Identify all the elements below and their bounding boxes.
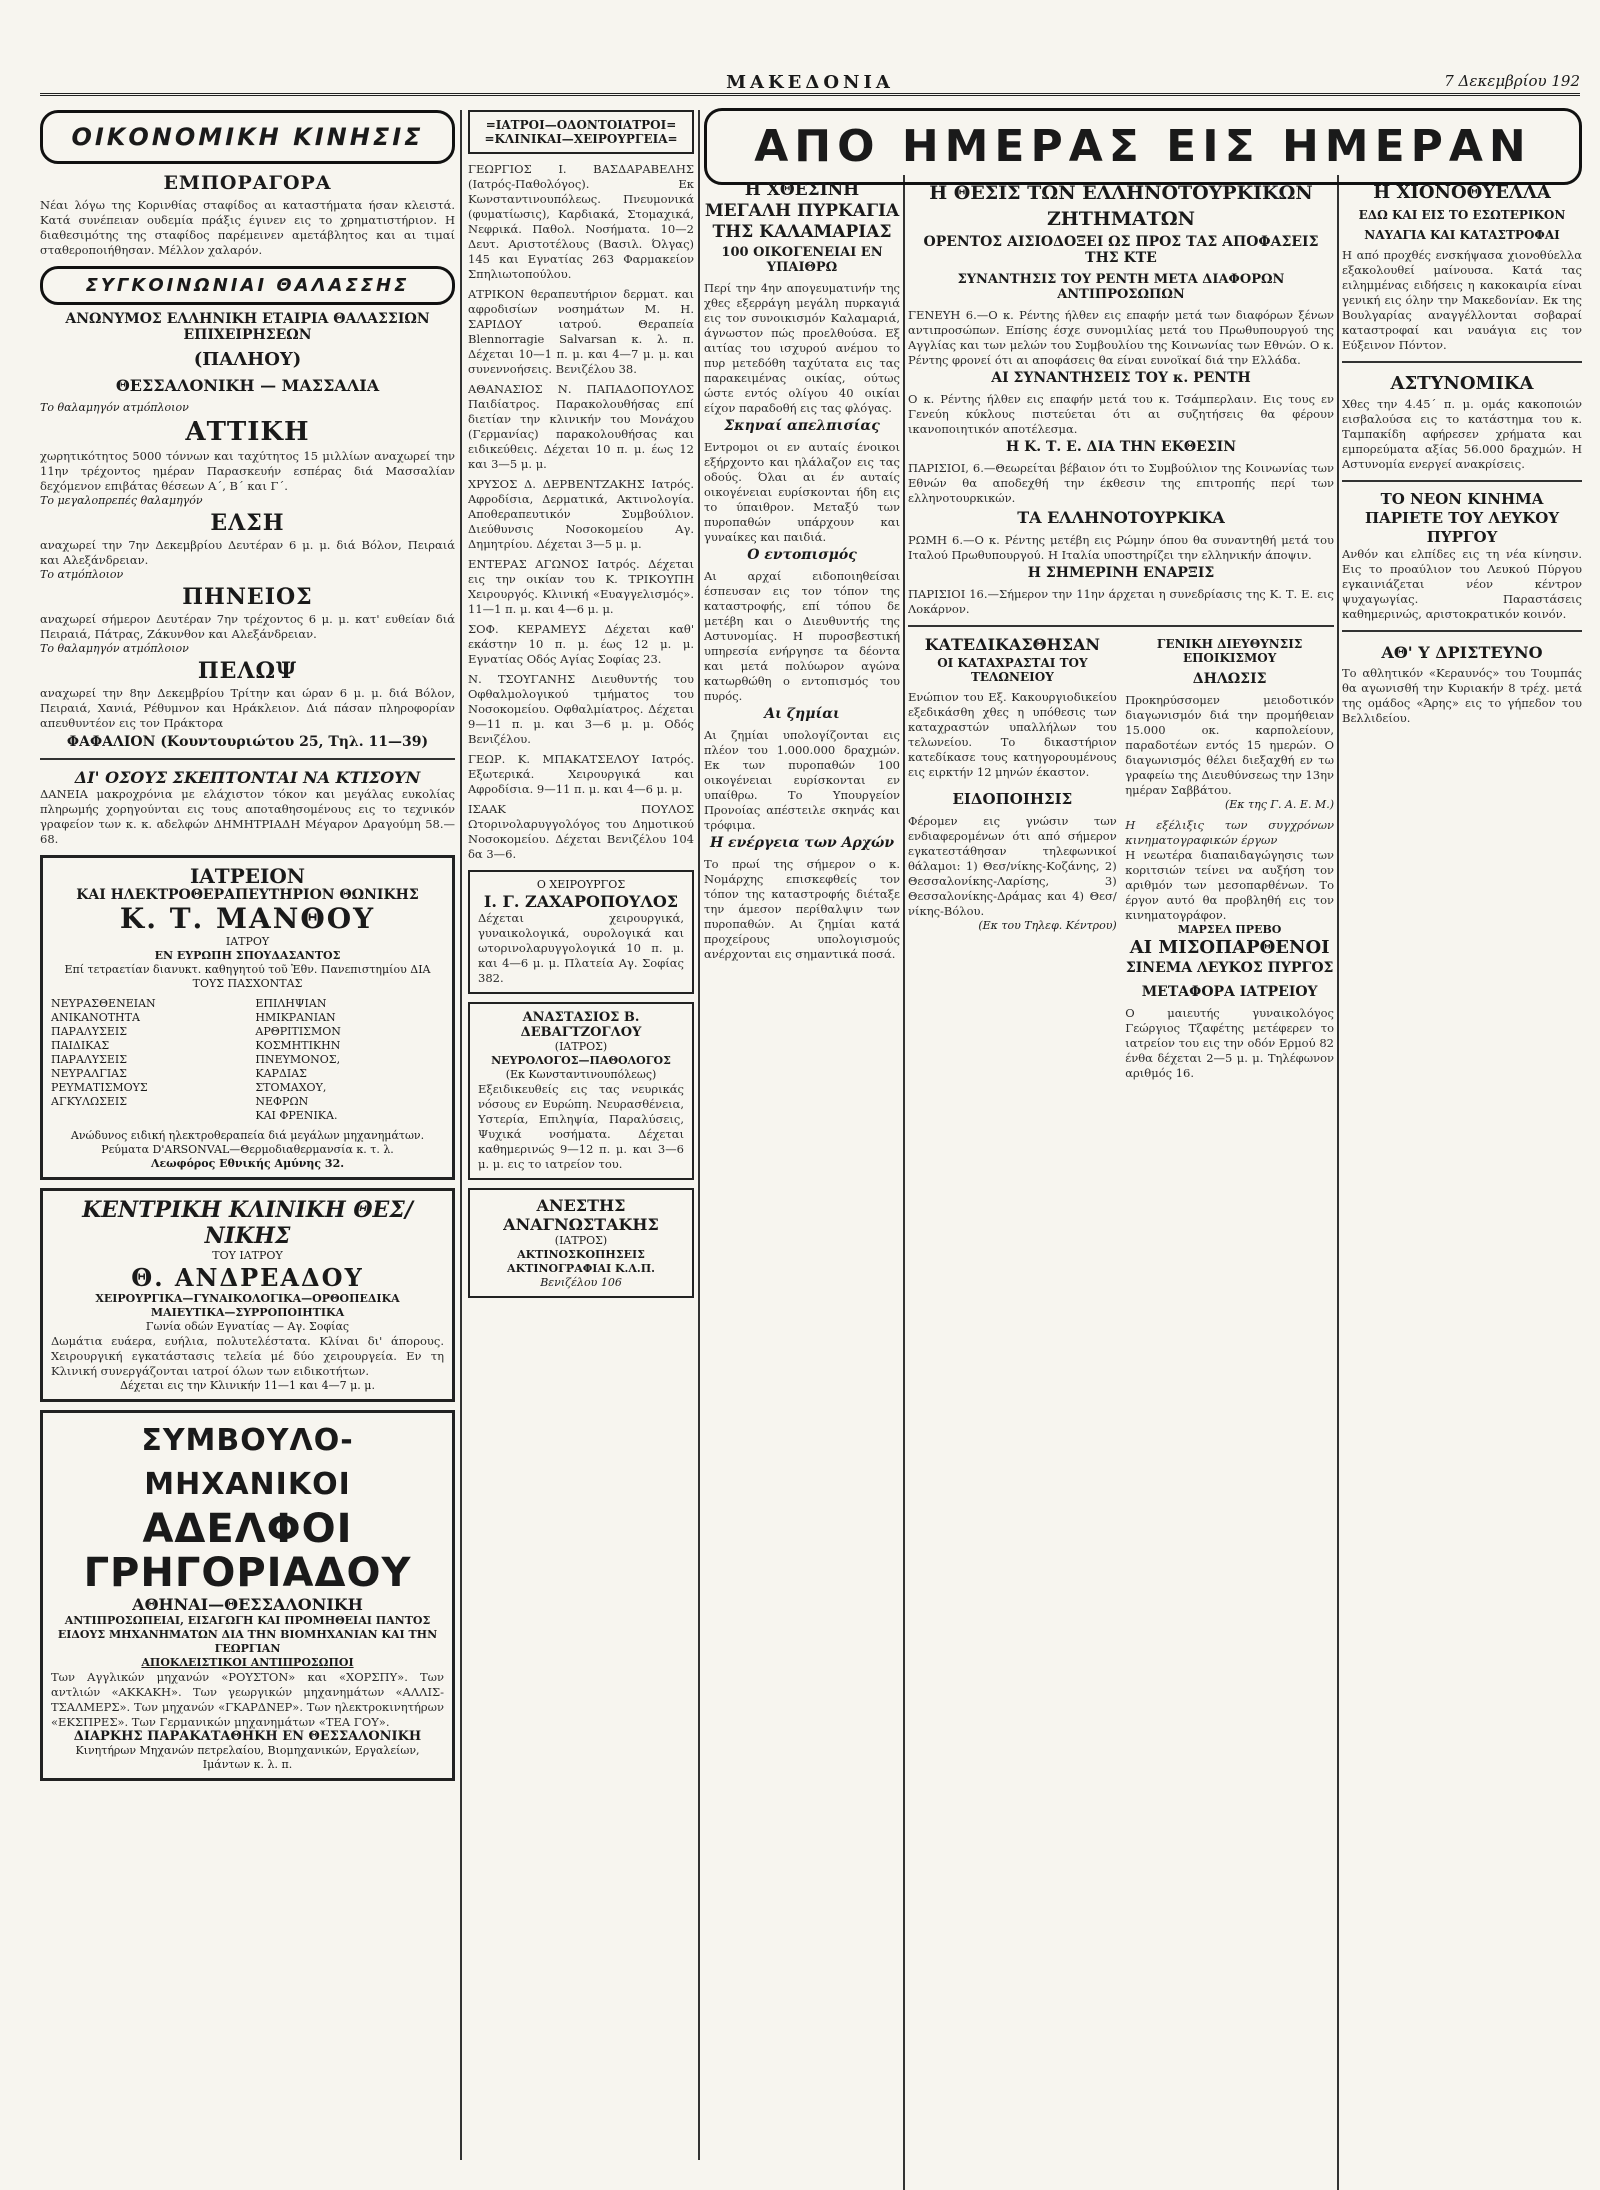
clinic-subtitle: ΚΑΙ ΗΛΕΚΤΡΟΘΕΡΑΠΕΥΤΗΡΙΟΝ ΘΩΝΙΚΗΣ [76, 887, 419, 903]
police-title: ΑΣΤΥΝΟΜΙΚΑ [1390, 373, 1534, 394]
gt-sub-kte: Η Κ. Τ. Ε. ΔΙΑ ΤΗΝ ΕΚΘΕΣΙΝ [1005, 439, 1236, 455]
cinema-intro: Η εξέλιξις των συγχρόνων κινηματογραφικών έργων [1125, 818, 1334, 847]
surgeon-text: Δέχεται χειρουργικά, γυναικολογικά, ουρολογικά και ωτορινολαρυγγολογικά 10 π. μ. και 4—6 μ. μ. Πλατεία Αγ. Σοφίας 382. [478, 911, 684, 985]
gt-sub-turkey: ΤΑ ΕΛΛΗΝΟΤΟΥΡΚΙΚΑ [1017, 508, 1225, 527]
loan-text: ΔΑΝΕΙΑ μακροχρόνια με ελάχιστον τόκον και μεγάλας ευκολίας πληρωμής χορηγούνται εις τους αποταθησομένους εις το τεχνικόν γραφείον των κ. κ. αδελφών ΔΗΜΗΤΡΙΑΔΗ Μέγαρον Δραγούμη 58.—68. [40, 787, 455, 846]
engineers-list: Των Αγγλικών μηχανών «ΡΟΥΣΤΟΝ» και «ΧΟΡΣΠΥ». Των αντλιών «ΑΚΚΑΚΗ». Των γεωργικών μηχανημάτων «ΑΛΛΙΣ-ΤΣΑΛΜΕΡΣ». Των μηχανών «ΓΚΑΡΔΝΕΡ». Των ηλεκτροκινητήρων «ΕΚΣΠΡΕΣ». Των Γερμανικών μηχανημάτων «ΤΕΑ ΓΟΥ». [51, 1670, 444, 1729]
engineers-ad [40, 1410, 455, 1781]
gt-text1: ΓΕΝΕΥΗ 6.—Ο κ. Ρέντης ήλθεν εις επαφήν μετά των διαφόρων ξένων αντιπροσώπων. Επίσης έσχε συνομιλίας μετά του Πρωθυπουργού της Αγγλίας και των μελών του Συμβουλίου της Κοινωνίας των Εθνών. Ο κ. Ρέντης φρονεί ότι αι αποφάσεις θα είναι ευνοϊκαί διά την Ελλάδα. [908, 308, 1334, 367]
column-doctors [468, 110, 694, 1306]
list-item: ΑΓΚΥΛΩΣΕΙΣ [51, 1095, 128, 1108]
ship3-name: ΠΗΝΕΙΟΣ [182, 584, 313, 610]
engineers-depot: ΔΙΑΡΚΗΣ ΠΑΡΑΚΑΤΑΘΗΚΗ ΕΝ ΘΕΣΣΑΛΟΝΙΚΗ [73, 1729, 422, 1744]
shipping-agent [40, 734, 455, 750]
economy-banner: ΟΙΚΟΝΟΜΙΚΗ ΚΙΝΗΣΙΣ [40, 110, 455, 164]
list-item: ΚΑΙ ΦΡΕΝΙΚΑ. [255, 1109, 338, 1122]
list-item: ΝΕΥΡΑΛΓΙΑΣ [51, 1067, 127, 1080]
xray-role: (ΙΑΤΡΟΣ) [554, 1234, 608, 1247]
fire-text5: Το πρωί της σήμερον ο κ. Νομάρχης επισκεφθείς τον τόπον της καταστροφής διέταξε την άμεσον περίθαλψιν των πυροπαθών. Αι ζημίαι κατά προχείρους υπολογισμούς ανέρχονται εις σημαντικά ποσά. [704, 857, 900, 961]
ship1-intro: Το θαλαμηγόν ατμόπλοιον [40, 401, 189, 414]
ship2-name: ΕΛΣΗ [210, 510, 285, 536]
notices-title: ΕΙΔΟΠΟΙΗΣΙΣ [952, 790, 1073, 808]
ship4-text: αναχωρεί την 8ην Δεκεμβρίου Τρίτην και ώραν 6 μ. μ. διά Βόλον, Πειραιά, Χανιά, Ρέθυμνον και Ηράκλειον. Διά πάσαν πληροφορίαν απευθυντέον εις τον Πράκτορα [40, 686, 455, 730]
doctor-entry: ΕΝΤΕΡΑΣ ΑΓΩΝΟΣ Ιατρός. Δέχεται εις την οικίαν του Κ. ΤΡΙΚΟΥΠΗ Χειρουργός. Κλινική «Ευαγγελισμός». 11—1 π. μ. και 4—6 μ. μ. [468, 557, 694, 616]
list-item: ΑΡΘΡΙΤΙΣΜΟΝ [255, 1025, 341, 1038]
fire-title: Η ΧΘΕΣΙΝΗ ΜΕΓΑΛΗ ΠΥΡΚΑΓΙΑ ΤΗΣ ΚΑΛΑΜΑΡΙΑΣ [704, 180, 900, 242]
cinema-author: ΜΑΡΣΕΛ ΠΡΕΒΟ [1177, 923, 1282, 936]
central-address: Γωνία οδών Εγνατίας — Αγ. Σοφίας [145, 1320, 350, 1333]
list-item: ΕΠΙΛΗΨΙΑΝ [255, 997, 327, 1010]
clinic-list [51, 997, 444, 1123]
shipping-route: ΘΕΣΣΑΛΟΝΙΚΗ — ΜΑΣΣΑΛΙΑ [115, 376, 380, 395]
police-text: Χθες την 4.45΄ π. μ. ομάς κακοποιών εισβαλούσα εις το κατάστημα του κ. Ταμπακίδη αφήρεσεν χρήματα και εμπορεύματα αξίας 56.000 δραχμών. Η Αστυνομία ενεργεί ανακρίσεις. [1342, 397, 1582, 471]
moved-text: Ο μαιευτής γυναικολόγος Γεώργιος Τζαφέτης μετέφερεν το ιατρείον του εις την οδόν Ερμού 82 ένθα δέχεται 2—5 μ. μ. Τηλέφωνον αριθμός 16. [1125, 1006, 1334, 1080]
moved-title: ΜΕΤΑΦΟΡΑ ΙΑΤΡΕΙΟΥ [1141, 984, 1318, 1000]
loan-title: ΔΙ' ΟΣΟΥΣ ΣΚΕΠΤΟΝΤΑΙ ΝΑ ΚΤΙΣΟΥΝ [74, 768, 421, 787]
notices-text: Φέρομεν εις γνώσιν των ενδιαφερομένων ότι από σήμερον εγκατεστάθησαν τηλεφωνικοί θάλαμοι: 1) Θεσ/νίκης-Κοζάνης, 2) Θεσσαλονίκης-Λαρίσης, 3) Θεσσαλονίκης-Δράμας και 4) Θεσ/νίκης-Βόλου. [908, 814, 1117, 918]
list-item: ΡΕΥΜΑΤΙΣΜΟΥΣ [51, 1081, 148, 1094]
gt-subtitle2: ΣΥΝΑΝΤΗΣΙΣ ΤΟΥ ΡΕΝΤΗ ΜΕΤΑ ΔΙΑΦΟΡΩΝ ΑΝΤΙΠΡΟΣΩΠΩΝ [957, 272, 1285, 302]
doctor-entry: ΓΕΩΡΓΙΟΣ Ι. ΒΑΣΔΑΡΑΒΕΛΗΣ (Ιατρός-Παθολόγος). Εκ Κωνσταντινουπόλεως. Πνευμονικά (φυματίωσις), Καρδιακά, Στομαχικά, Νεφρικά. Παθολ. Νοσήματα. 10—2 Δευτ. Αριστοτέλους (Βασιλ. Όλγας) 145 και Εγνατίας 263 Φαρμακείον Σπηλιωτοπούλου. [468, 162, 694, 281]
ship3-intro: Το ατμόπλοιον [40, 568, 124, 581]
divider [40, 758, 455, 760]
shipping-company-sub: (ΠΑΛΗΟΥ) [193, 349, 302, 370]
market-title: ΕΜΠΟΡΑΓΟΡΑ [163, 172, 332, 194]
clinic-list-right [255, 997, 444, 1123]
surgeon-title: Ο ΧΕΙΡΟΥΡΓΟΣ [536, 878, 626, 891]
sports-text: Το αθλητικόν «Κεραυνός» του Τουμπάς θα αγωνισθή την Κυριακήν 8 τρέχ. μετά της ομάδος «Άρης» εις το γήπεδον του Βελλιδείου. [1342, 666, 1582, 725]
surgeon-name: Ι. Γ. ΖΑΧΑΡΟΠΟΥΛΟΣ [483, 892, 679, 911]
neuro-role: (ΙΑΤΡΟΣ) [554, 1040, 608, 1053]
notices-sign: (Εκ του Τηλεφ. Κέντρου) [978, 919, 1117, 932]
customs-article [908, 635, 1117, 1081]
fire-subtitle: 100 ΟΙΚΟΓΕΝΕΙΑΙ ΕΝ ΥΠΑΙΘΡΩ [721, 245, 883, 275]
neuro-spec: ΝΕΥΡΟΛΟΓΟΣ—ΠΑΘΟΛΟΓΟΣ [491, 1054, 671, 1067]
column-fire [704, 180, 900, 962]
engineers-footer: Κινητήρων Μηχανών πετρελαίου, Βιομηχανικών, Εργαλείων, Ιμάντων κ. λ. π. [75, 1744, 420, 1771]
doctor-entry: ΣΟΦ. ΚΕΡΑΜΕΥΣ Δέχεται καθ' εκάστην 10 π. μ. έως 12 μ. μ. Εγνατίας Οδός Αγίας Σοφίας 23. [468, 622, 694, 666]
divider [908, 625, 1334, 627]
gt-text4: ΡΩΜΗ 6.—Ο κ. Ρέντης μετέβη εις Ρώμην όπου θα συναντηθή μετά του Ιταλού Πρωθυπουργού. Η Ιταλία υποστηρίζει την ελληνικήν άποψιν. [908, 533, 1334, 562]
central-hours: Δέχεται εις την Κλινικήν 11—1 και 4—7 μ. μ. [120, 1379, 375, 1392]
clinic-doctor: Κ. Τ. ΜΑΝΘΟΥ [119, 902, 376, 935]
list-item: ΚΟΣΜΗΤΙΚΗΝ [255, 1039, 341, 1052]
gt-lower-row [908, 635, 1334, 1081]
fire-text2: Εντρομοι οι εν αυταίς ένοικοι εξήρχοντο και ηλάλαζον εις τας οδούς. Όλαι αι έν αυταίς οικογένειαι ευρίσκονται ήδη εις το ύπαιθρον. Μεταξύ των πυροπαθών υπάρχουν και γυναίκες και παιδιά. [704, 440, 900, 544]
fire-text1: Περί την 4ην απογευματινήν της χθες εξερράγη μεγάλη πυρκαγιά εις τον συνοικισμόν Καλαμαριά, άγνωστον πώς προελθούσα. Εξ αιτίας του ισχυρού ανέμου το πυρ μετεδόθη ταχύτατα εις τας παρακειμένας οικίας, ούτως ώστε εντός ολίγου 40 οικίαι είχον παραδοθή εις τας φλόγας. [704, 281, 900, 415]
supply-subtitle: ΔΗΛΩΣΙΣ [1192, 671, 1267, 687]
gt-text3: ΠΑΡΙΣΙΟΙ, 6.—Θεωρείται βέβαιον ότι το Συμβούλιον της Κοινωνίας των Εθνών θα αποδεχθή την έκθεσιν της επιτροπής περί των ελληνοτουρκικών. [908, 461, 1334, 505]
divider [1342, 361, 1582, 363]
fire-subhead2: Ο εντοπισμός [747, 547, 857, 563]
customs-text: Ενώπιον του Εξ. Κακουργιοδικείου εξεδικάσθη χθες η υπόθεσις των καταχραστών υπαλλήλων του τελωνείου. Το δικαστήριον κατεδίκασε τους κατηγορουμένους εις ειρκτήν 12 μηνών έκαστον. [908, 690, 1117, 779]
central-clinic-ad [40, 1188, 455, 1402]
neurologist-ad [468, 1002, 694, 1180]
neuro-name: ΑΝΑΣΤΑΣΙΟΣ Β. ΔΕΒΑΓΤΖΟΓΛΟΥ [520, 1010, 642, 1040]
day-to-day-banner: ΑΠΟ ΗΜΕΡΑΣ ΕΙΣ ΗΜΕΡΑΝ [704, 108, 1582, 185]
cinema-text: Η νεωτέρα διαπαιδαγώγησις των κοριτσιών τείνει να αυξήση τον αριθμόν των μεσοπαρθένων. Το έργον αυτό θα προβληθή εις τον κινηματογράφον. [1125, 848, 1334, 922]
supply-article [1125, 635, 1334, 1081]
fire-subhead1: Σκηναί απελπισίας [724, 418, 880, 434]
central-doctor: Θ. ΑΝΔΡΕΑΔΟΥ [131, 1263, 364, 1292]
list-item: ΑΝΙΚΑΝΟΤΗΤΑ [51, 1011, 140, 1024]
doctor-entry: Ν. ΤΣΟΥΓΑΝΗΣ Διευθυντής του Οφθαλμολογικού τμήματος του Νοσοκομείου. Οφθαλμίατρος. Δέχεται 9—11 π. μ. και 3—6 μ. μ. Οδός Βενιζέλου. [468, 672, 694, 746]
sports-title: ΑΘ' Υ ΔΡΙΣΤΕΥΝΟ [1381, 643, 1543, 662]
ship1-text: χωρητικότητος 5000 τόννων και ταχύτητος 15 μιλλίων αναχωρεί την 11ην τρέχοντος ημέραν Παρασκευήν εσπέρας διά Μασσαλίαν δεχόμενον επιβάτας θέσεων Α΄, Β΄ και Γ΄. [40, 449, 455, 493]
doctor-entry: ΑΘΑΝΑΣΙΟΣ Ν. ΠΑΠΑΔΟΠΟΥΛΟΣ Παιδίατρος. Παρακολουθήσας επί διετίαν την κλινικήν του Μονάχου (Γερμανίας) παρακολουθήσας και ειδικεύθεις. Δέχεται 10 π. μ. έως 12 και 3—5 μ. μ. [468, 382, 694, 471]
agent-address: (Κουντουριώτου 25, Τηλ. 11—39) [160, 734, 429, 750]
engineers-brothers: ΑΔΕΛΦΟΙ ΓΡΗΓΟΡΙΑΔΟΥ [83, 1506, 412, 1596]
fire-text4: Αι ζημίαι υπολογίζονται εις πλέον του 1.000.000 δραχμών. Εκ των πυροπαθών 100 οικογένειαι ευρίσκονται εν υπαίθρω. Το Υπουργείον Προνοίας απέστειλε σκηνάς και τρόφιμα. [704, 728, 900, 832]
clinic-note: Επί τετραετίαν διανυκτ. καθηγητού τοῦ Ἐθν. Πανεπιστημίου ΔΙΑ ΤΟΥΣ ΠΑΣΧΟΝΤΑΣ [64, 963, 431, 990]
doctor-entry: ΑΤΡΙΚΟΝ θεραπευτήριον δερματ. και αφροδισίων νοσημάτων Μ. Η. ΣΑΡΙΔΟΥ ιατρού. Θεραπεία Blennorragie Salvarsan κ. λ. π. Δέχεται 10—1 π. μ. και 4—7 μ. μ. και συνεννοήσεις. Βενιζέλου 38. [468, 287, 694, 376]
surgeon-ad [468, 870, 694, 994]
xray-name: ΑΝΕΣΤΗΣ ΑΝΑΓΝΩΣΤΑΚΗΣ [503, 1196, 659, 1234]
snowstorm-sub2: ΝΑΥΑΓΙΑ ΚΑΙ ΚΑΤΑΣΤΡΟΦΑΙ [1364, 228, 1560, 242]
clinic-role: ΙΑΤΡΟΥ [225, 935, 270, 948]
shipping-banner: ΣΥΓΚΟΙΝΩΝΙΑΙ ΘΑΛΑΣΣΗΣ [40, 266, 455, 305]
neuro-text: Εξειδικευθείς εις τας νευρικάς νόσους εν Ευρώπη. Νευρασθένεια, Υστερία, Επιληψία, Παραλύσεις, Ψυχικά νοσήματα. Δέχεται καθημερινώς 9—12 π. μ. και 3—6 μ. μ. εις το ιατρείον του. [478, 1082, 684, 1171]
engineers-text: ΑΝΤΙΠΡΟΣΩΠΕΙΑΙ, ΕΙΣΑΓΩΓΗ ΚΑΙ ΠΡΟΜΗΘΕΙΑΙ ΠΑΝΤΟΣ ΕΙΔΟΥΣ ΜΗΧΑΝΗΜΑΤΩΝ ΔΙΑ ΤΗΝ ΒΙΟΜΗΧΑΝΙΑΝ ΚΑΙ ΤΗΝ ΓΕΩΡΓΙΑΝ [57, 1614, 438, 1655]
clinic-address: Λεωφόρος Εθνικής Αμύνης 32. [150, 1157, 345, 1170]
newspaper-date: 7 Δεκεμβρίου 192 [1444, 72, 1580, 90]
gt-text2: Ο κ. Ρέντης ήλθεν εις επαφήν μετά του κ. Τσάμπερλαιν. Εις τους εν Γενεύη κύκλους πιστεύεται ότι αι συζητήσεις θα φέρουν ικανοποιητικόν αποτέλεσμα. [908, 392, 1334, 436]
central-title: ΚΕΝΤΡΙΚΗ ΚΛΙΝΙΚΗ ΘΕΣ/ΝΙΚΗΣ [82, 1197, 413, 1249]
ship2-intro: Το μεγαλοπρεπές θαλαμηγόν [40, 494, 203, 507]
gt-sub-yesterday: Η ΣΗΜΕΡΙΝΗ ΕΝΑΡΞΙΣ [1027, 565, 1215, 581]
cinema-place: ΣΙΝΕΜΑ ΛΕΥΚΟΣ ΠΥΡΓΟΣ [1125, 960, 1334, 976]
doctors-header: =ΙΑΤΡΟΙ—ΟΔΟΝΤΟΙΑΤΡΟΙ= =ΚΛΙΝΙΚΑΙ—ΧΕΙΡΟΥΡΓΕΙΑ= [468, 110, 694, 154]
customs-subtitle: ΟΙ ΚΑΤΑΧΡΑΣΤΑΙ ΤΟΥ ΤΕΛΩΝΕΙΟΥ [937, 656, 1088, 684]
newspaper-name: ΜΑΚΕΔΟΝΙΑ [726, 72, 894, 93]
xray-address: Βενιζέλου 106 [540, 1276, 622, 1289]
doctor-entry: ΙΣΑΑΚ ΠΟΥΛΟΣ Ωτορινολαρυγγολόγος του Δημοτικού Νοσοκομείου. Δέχεται Βενιζέλου 104 δα 3—6. [468, 802, 694, 861]
list-item: ΣΤΟΜΑΧΟΥ, ΝΕΦΡΩΝ [255, 1081, 327, 1108]
xray-ad [468, 1188, 694, 1298]
supply-text: Προκηρύσσομεν μειοδοτικόν διαγωνισμόν διά την προμήθειαν 15.000 οκ. καρπολείουν, παραδοτέων εντός 15 ημερών. Ο διαγωνισμός θέλει διεξαχθή εν τω γραφείω της Διευθύνσεως την 13ην ημέραν Σαββάτου. [1125, 693, 1334, 797]
column-economy-ads [40, 110, 455, 1789]
gt-subtitle: ΟΡΕΝΤΟΣ ΑΙΣΙΟΔΟΞΕΙ ΩΣ ΠΡΟΣ ΤΑΣ ΑΠΟΦΑΣΕΙΣ ΤΗΣ ΚΤΕ [923, 234, 1319, 266]
engineers-exclusive: ΑΠΟΚΛΕΙΣΤΙΚΟΙ ΑΝΤΙΠΡΟΣΩΠΟΙ [141, 1656, 354, 1669]
doctor-entry: ΓΕΩΡ. Κ. ΜΠΑΚΑΤΣΕΛΟΥ Ιατρός. Εξωτερικά. Χειρουργικά και Αφροδίσια. 9—11 π. μ. και 4—6 μ. μ. [468, 752, 694, 796]
column-divider [698, 110, 700, 2160]
clinic-footer: Ανώδυνος ειδική ηλεκτροθεραπεία διά μεγάλων μηχανημάτων. Ρεύματα D'ARSONVAL—Θερμοδιαθερμανσία κ. τ. λ. [70, 1129, 425, 1156]
list-item: ΠΑΡΑΛΥΣΕΙΣ [51, 1025, 128, 1038]
list-item: ΝΕΥΡΑΣΘΕΝΕΙΑΝ [51, 997, 156, 1010]
doctor-entry: ΧΡΥΣΟΣ Δ. ΔΕΡΒΕΝΤΖΑΚΗΣ Ιατρός. Αφροδίσια, Δερματικά, Ακτινολογία. Αποθεραπευτικόν Συμβούλιον. Διεύθυνσις Νοσοκομείου Αγ. Δημητρίου. Δέχεται 3—5 μ. μ. [468, 477, 694, 551]
xray-spec: ΑΚΤΙΝΟΣΚΟΠΗΣΕΙΣ [517, 1248, 645, 1261]
column-divider [460, 110, 462, 2160]
list-item: ΠΑΙΔΙΚΑΣ ΠΑΡΑΛΥΣΕΙΣ [51, 1039, 128, 1066]
fire-subhead3: Αι ζημίαι [764, 706, 840, 722]
column-news [1342, 180, 1582, 726]
central-of: ΤΟΥ ΙΑΤΡΟΥ [212, 1249, 283, 1262]
ship4-intro: Το θαλαμηγόν ατμόπλοιον [40, 642, 189, 655]
clinic-list-left [51, 997, 240, 1123]
masthead [40, 70, 1580, 96]
gt-title: Η ΘΕΣΙΣ ΤΩΝ ΕΛΛΗΝΟΤΟΥΡΚΙΚΩΝ ΖΗΤΗΜΑΤΩΝ [929, 182, 1313, 230]
ship4-name: ΠΕΛΩΨ [197, 658, 298, 684]
ship1-name: ΑΤΤΙΚΗ [185, 417, 310, 447]
engineers-cities: ΑΘΗΝΑΙ—ΘΕΣΣΑΛΟΝΙΚΗ [132, 1595, 363, 1614]
central-specs2: ΜΑΙΕΥΤΙΚΑ—ΣΥΡΡΟΠΟΙΗΤΙΚΑ [150, 1306, 345, 1319]
column-divider [903, 175, 905, 2190]
tower-title: ΤΟ ΝΕΟΝ ΚΙΝΗΜΑ ΠΑΡΙΕΤΕ ΤΟΥ ΛΕΥΚΟΥ ΠΥΡΓΟΥ [1364, 490, 1560, 546]
cinema-title: ΑΙ ΜΙΣΟΠΑΡΘΕΝΟΙ [1129, 937, 1330, 958]
divider [1342, 480, 1582, 482]
clinic-ad [40, 855, 455, 1180]
gt-sub-meetings: ΑΙ ΣΥΝΑΝΤΗΣΕΙΣ ΤΟΥ κ. ΡΕΝΤΗ [991, 370, 1251, 386]
column-greek-turkish [908, 180, 1334, 1081]
shipping-company: ΑΝΩΝΥΜΟΣ ΕΛΛΗΝΙΚΗ ΕΤΑΙΡΙΑ ΘΑΛΑΣΣΙΩΝ ΕΠΙΧΕΙΡΗΣΕΩΝ [65, 311, 430, 343]
snowstorm-title: Η ΧΙΟΝΟΘΥΕΛΛΑ [1373, 182, 1551, 203]
column-divider [1337, 175, 1339, 2190]
fire-text3: Αι αρχαί ειδοποιηθείσαι έσπευσαν εις τον τόπον της καταστροφής, επί τόπου δε μετέβη και ο Διευθυντής της Αστυνομίας. Η πυροσβεστική υπηρεσία ενήργησε τα δέοντα και μετά πολύωρον αγώνα κατωρθώθη ο εντοπισμός του πυρός. [704, 569, 900, 703]
tower-text: Ανθόν και ελπίδες εις τη νέα κίνησιν. Εις το προαύλιον του Λευκού Πύργου εγκαινιάζεται νέον κέντρον ψυχαγωγίας. Παραστάσεις καθημερινώς, αριστοκρατικόν κοινόν. [1342, 547, 1582, 621]
gt-text5: ΠΑΡΙΣΙΟΙ 16.—Σήμερον την 11ην άρχεται η συνεδρίασις της Κ. Τ. Ε. εις Λοκάρνον. [908, 587, 1334, 616]
agent-name: ΦΑΦΑΛΙΟΝ [66, 734, 156, 750]
clinic-study: ΕΝ ΕΥΡΩΠΗ ΣΠΟΥΔΑΣΑΝΤΟΣ [154, 949, 341, 962]
snowstorm-text: Η από προχθές ενσκήψασα χιονοθύελλα εξακολουθεί μαίνουσα. Κατά τας ειλημμένας ειδήσεις η κακοκαιρία είναι γενική εις όλην την Μακεδονίαν. Εκ της Βουλγαρίας αναγγέλλονται σοβαραί καταστροφαί και ναυάγια εις τον Εύξεινον Πόντον. [1342, 248, 1582, 352]
ship3-text: αναχωρεί σήμερον Δευτέραν 7ην τρέχοντος 6 μ. μ. κατ' ευθείαν διά Πειραιά, Πάτρας, Ζάκυνθον και Αλεξάνδρειαν. [40, 612, 455, 641]
clinic-title: ΙΑΤΡΕΙΟΝ [189, 864, 306, 888]
customs-title: ΚΑΤΕΔΙΚΑΣΘΗΣΑΝ [924, 635, 1101, 654]
ship2-text: αναχωρεί την 7ην Δεκεμβρίου Δευτέραν 6 μ. μ. διά Βόλον, Πειραιά και Αλεξάνδρειαν. [40, 538, 455, 567]
neuro-from: (Εκ Κωνσταντινουπόλεως) [505, 1068, 657, 1081]
list-item: ΗΜΙΚΡΑΝΙΑΝ [255, 1011, 336, 1024]
central-text: Δωμάτια ευάερα, ευήλια, πολυτελέστατα. Κλίναι δι' άπορους. Χειρουργική εγκατάστασις τελεία μέ δύο χειρουργεία. Εν τη Κλινική συνεργάζονται ιατροί όλων των ειδικοτήτων. [51, 1334, 444, 1378]
supply-sign: (Εκ της Γ. Α. Ε. Μ.) [1224, 798, 1334, 811]
fire-subhead4: Η ενέργεια των Αρχών [709, 835, 895, 851]
supply-title: ΓΕΝΙΚΗ ΔΙΕΥΘΥΝΣΙΣ ΕΠΟΙΚΙΣΜΟΥ [1156, 637, 1303, 665]
list-item: ΠΝΕΥΜΟΝΟΣ, ΚΑΡΔΙΑΣ [255, 1053, 341, 1080]
market-text: Νέαι λόγω της Κορινθίας σταφίδος αι καταστήματα ήσαν κλειστά. Κατά συνέπειαν ουδεμία πράξις έγινεν εις το χρηματιστήριον. Η διαθεσιμότης της σταφίδος παρέμεινεν αμετάβλητος και αι τιμαί σταθεροποιήθησαν. Μέλλον χαλαρόν. [40, 198, 455, 257]
divider [1342, 630, 1582, 632]
xray-spec2: ΑΚΤΙΝΟΓΡΑΦΙΑΙ Κ.Λ.Π. [507, 1262, 655, 1275]
central-specs: ΧΕΙΡΟΥΡΓΙΚΑ—ΓΥΝΑΙΚΟΛΟΓΙΚΑ—ΟΡΘΟΠΕΔΙΚΑ [95, 1292, 400, 1305]
engineers-title: ΣΥΜΒΟΥΛΟ-ΜΗΧΑΝΙΚΟΙ [141, 1423, 354, 1502]
snowstorm-sub: ΕΔΩ ΚΑΙ ΕΙΣ ΤΟ ΕΣΩΤΕΡΙΚΟΝ [1358, 208, 1566, 222]
